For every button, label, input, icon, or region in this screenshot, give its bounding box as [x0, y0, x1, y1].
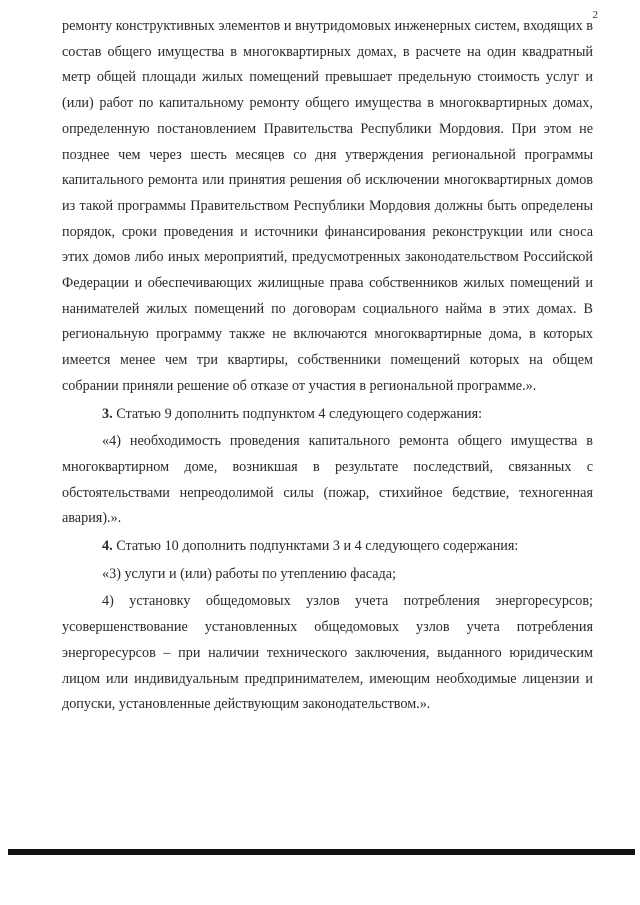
- paragraph-item-3: [62, 402, 593, 428]
- scan-bottom-edge: [8, 849, 635, 855]
- page-number: 2: [592, 9, 598, 21]
- document-body: [62, 14, 593, 718]
- paragraph-item-3-quote: «4) необходимость проведения капитального ремонта общего имущества в многоквартирном доме, возникшая в результате последствий, связанных с обстоятельствами непреодолимой силы (пожар, стихийное бедствие, техногенная авария).».: [62, 433, 593, 527]
- item-number: 3.: [102, 405, 113, 422]
- paragraph-continuation: ремонту конструктивных элементов и внутридомовых инженерных систем, входящих в состав общего имущества в многоквартирных домах, в расчете на один квадратный метр общей площади жилых помещений превышает предельную стоимость услуг и (или) работ по капитальному ремонту общего имущества в многоквартирных домах, определенную постановлением Правительства Республики Мордовия. При этом не позднее чем через шесть месяцев со дня утверждения региональной программы капитального ремонта или принятия решения об исключении многоквартирных домов из такой программы Правительством Республики Мордовия должны быть определены порядок, сроки проведения и источники финансирования реконструкции или сноса этих домов либо иных мероприятий, предусмотренных законодательством Российской Федерации и обеспечивающих жилищные права собственников жилых помещений и нанимателей жилых помещений по договорам социального найма в этих домах. В региональную программу также не включаются многоквартирные дома, в которых имеется менее чем три квартиры, собственники помещений которых на общем собрании приняли решение об отказе от участия в региональной программе.».: [62, 18, 593, 394]
- paragraph-item-4-sub4: 4) установку общедомовых узлов учета потребления энергоресурсов; усовершенствование установленных общедомовых узлов учета потребления энергоресурсов – при наличии технического заключения, выданного юридическим лицом или индивидуальным предпринимателем, имеющим необходимые лицензии и допуски, установленные действующим законодательством.».: [62, 593, 593, 713]
- paragraph-item-4: [62, 534, 593, 560]
- item-text: Статью 9 дополнить подпунктом 4 следующего содержания:: [112, 405, 483, 422]
- paragraph-item-4-sub3: «3) услуги и (или) работы по утеплению фасада;: [102, 565, 397, 582]
- item-text: Статью 10 дополнить подпунктами 3 и 4 следующего содержания:: [112, 538, 519, 555]
- item-number: 4.: [102, 538, 113, 555]
